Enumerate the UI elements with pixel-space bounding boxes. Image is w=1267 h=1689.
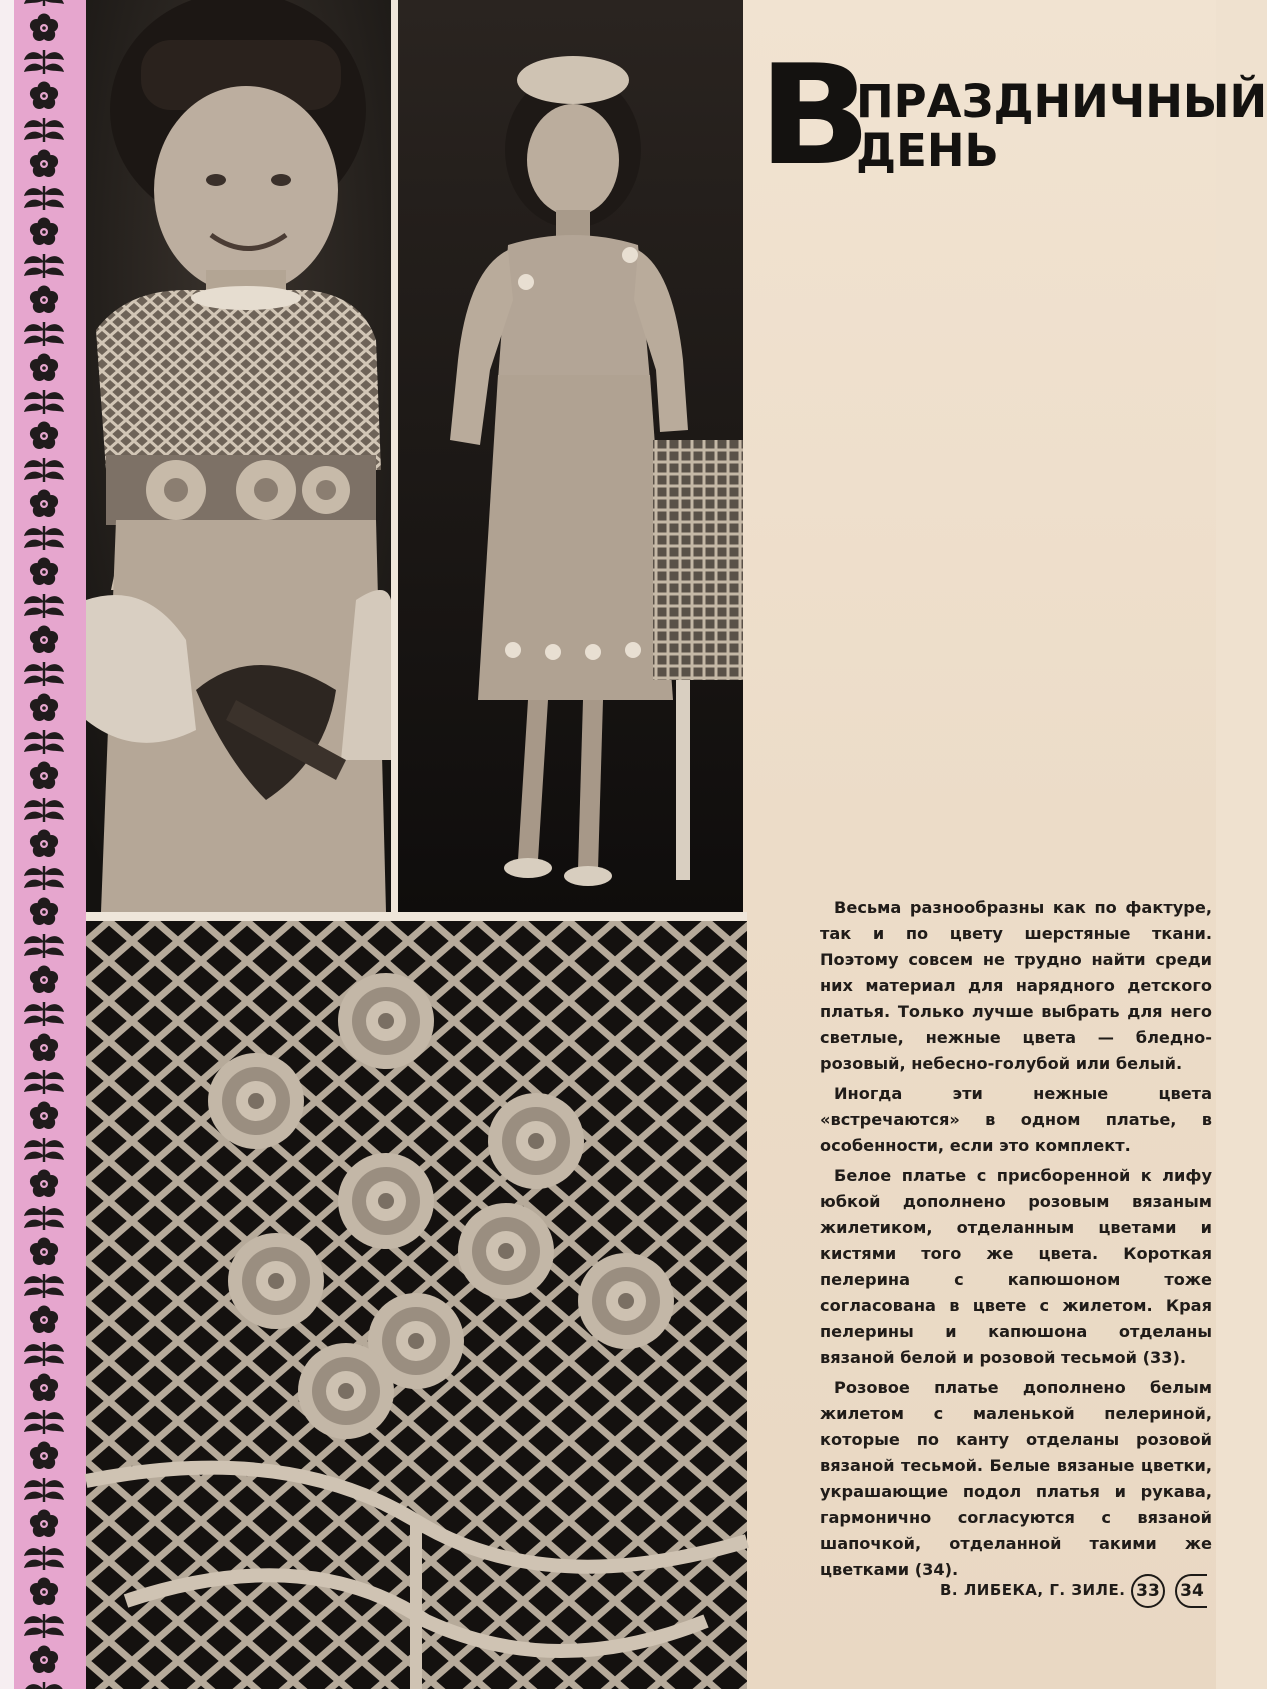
page-number-34: 34	[1175, 1574, 1207, 1608]
article-body	[820, 895, 1212, 1587]
flower-leaf-ornament-icon	[14, 0, 86, 1689]
girl-dress-photo-image	[398, 0, 743, 912]
photo-girl-dress-cap	[398, 0, 743, 912]
photo-gutter-vertical	[391, 0, 398, 921]
title-drop-initial: В	[758, 35, 868, 196]
strip-white-edge	[0, 0, 14, 1689]
photo-gutter-horizontal	[86, 912, 747, 921]
page-number-33: 33	[1131, 1574, 1165, 1608]
article-title	[758, 35, 1267, 196]
decorative-border-strip	[0, 0, 86, 1689]
author-credits: В. ЛИБЕКА, Г. ЗИЛЕ.	[940, 1581, 1126, 1599]
article-paragraph: Иногда эти нежные цвета «встречаются» в одном платье, в особенности, если это комплект.	[820, 1084, 1212, 1155]
crochet-closeup-image	[86, 921, 747, 1689]
article-paragraph: Розовое платье дополнено белым жилетом с маленькой пелериной, которые по канту отделаны розовой вязаной тесьмой. Белые вязаные цветки, украшающие подол платья и рукава, гармонично согласуются с вязаной шапочкой, отделанной такими же цветками (34).	[820, 1378, 1212, 1579]
photo-crochet-lace-closeup	[86, 921, 747, 1689]
article-paragraph: Белое платье с присборенной к лифу юбкой дополнено розовым вязаным жилетиком, отделанным цветами и кистями того же цвета. Короткая пелерина с капюшоном тоже согласована в цвете с жилетом. Края пелерины и капюшона отделаны вязаной белой и розовой тесьмой (33).	[820, 1166, 1212, 1367]
title-line-2: ДЕНЬ	[856, 124, 999, 177]
article-paragraph: Весьма разнообразны как по фактуре, так и по цвету шерстяные ткани. Поэтому совсем не трудно найти среди них материал для нарядного детского платья. Только лучше выбрать для него светлые, нежные цвета — бледно-розовый, небесно-голубой или белый.	[820, 898, 1212, 1073]
photo-girl-crochet-vest	[86, 0, 391, 912]
girl-vest-photo-image	[86, 0, 391, 912]
title-line-1: ПРАЗДНИЧНЫЙ	[856, 75, 1267, 128]
